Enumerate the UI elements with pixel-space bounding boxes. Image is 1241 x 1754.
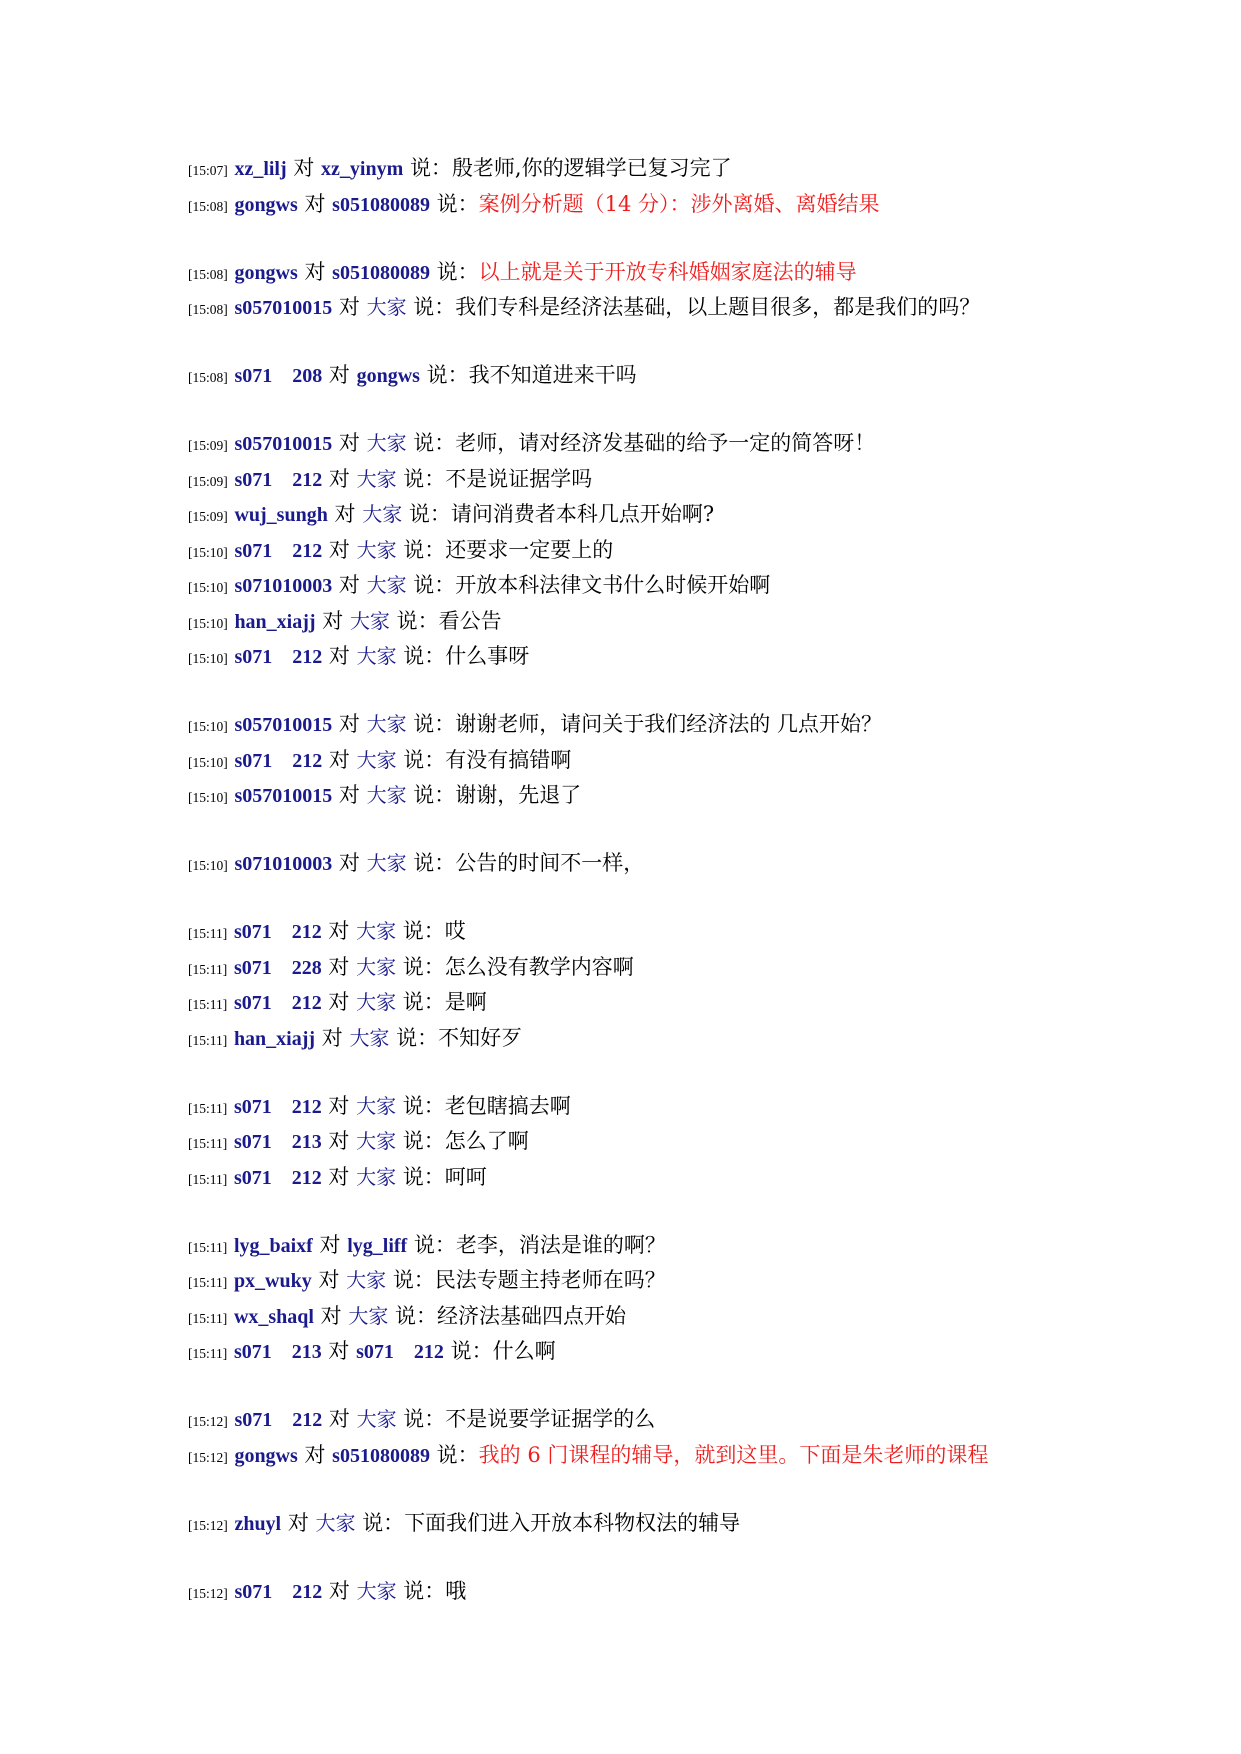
message-text: 是啊 (444, 990, 487, 1014)
says-keyword: 说： (396, 1025, 439, 1050)
says-keyword: 说： (403, 1578, 446, 1603)
says-keyword: 说： (413, 431, 456, 455)
chat-message (188, 640, 1068, 676)
chat-message (188, 605, 1068, 641)
message-timestamp: [15:11] (188, 1346, 228, 1361)
message-timestamp: [15:11] (188, 1239, 228, 1255)
chat-message (188, 359, 1068, 395)
to-keyword: 对 (328, 954, 350, 979)
to-keyword: 对 (328, 363, 350, 387)
chat-message (188, 188, 1068, 224)
to-keyword: 对 (328, 747, 350, 772)
message-timestamp: [15:10] (188, 615, 228, 631)
message-text: 谢谢，先退了 (455, 783, 582, 807)
says-keyword: 说： (426, 363, 469, 387)
recipient-name[interactable]: 大家 (356, 1409, 397, 1431)
recipient-name[interactable]: 大家 (362, 504, 403, 526)
blank-line (188, 1371, 1068, 1404)
to-keyword: 对 (287, 1510, 309, 1535)
chat-message (188, 152, 1068, 188)
sender-name[interactable]: s071 212 (233, 1095, 322, 1118)
says-keyword: 说： (402, 1164, 445, 1189)
chat-message (188, 1335, 1068, 1371)
chat-message (188, 1403, 1068, 1439)
recipient-name[interactable]: xz_yinym (321, 158, 404, 180)
says-keyword: 说： (403, 644, 446, 668)
message-timestamp: [15:10] (188, 651, 228, 666)
message-text: 案例分析题（14 分）：涉外离婚、离婚结果 (478, 191, 880, 216)
recipient-name[interactable]: 大家 (356, 1095, 397, 1118)
recipient-name[interactable]: 大家 (366, 433, 407, 455)
message-text: 开放本科法律文书什么时候开始啊 (455, 573, 771, 597)
recipient-name[interactable]: 大家 (356, 468, 397, 491)
to-keyword: 对 (304, 1442, 326, 1467)
message-text: 不知好歹 (438, 1025, 523, 1050)
chat-message (188, 569, 1068, 605)
to-keyword: 对 (328, 1129, 350, 1153)
message-text: 怎么没有教学内容啊 (444, 954, 634, 979)
chat-message (188, 779, 1068, 815)
blank-line (188, 815, 1068, 848)
says-keyword: 说： (450, 1339, 493, 1363)
chat-message (188, 1439, 1068, 1475)
blank-line (188, 395, 1068, 428)
chat-message (188, 1575, 1068, 1611)
sender-name[interactable]: s071 213 (233, 1341, 322, 1363)
message-timestamp: [15:11] (188, 997, 228, 1012)
recipient-name[interactable]: 大家 (356, 1580, 397, 1603)
recipient-name[interactable]: s051080089 (332, 193, 430, 216)
message-text: 民法专题主持老师在吗？ (434, 1268, 666, 1292)
recipient-name[interactable]: lyg_liff (347, 1234, 408, 1257)
blank-line (188, 1474, 1068, 1507)
sender-name[interactable]: s057010015 (234, 785, 333, 807)
message-text: 不是说证据学吗 (445, 466, 593, 491)
sender-name[interactable]: gongws (234, 193, 298, 216)
says-keyword: 说： (413, 573, 456, 597)
message-text: 哎 (444, 919, 466, 943)
sender-name[interactable]: lyg_baixf (233, 1234, 313, 1257)
sender-name[interactable]: s071 212 (234, 749, 323, 772)
says-keyword: 说： (402, 1129, 445, 1153)
chat-message (188, 256, 1068, 292)
chat-message (188, 291, 1068, 327)
recipient-name[interactable]: 大家 (356, 921, 397, 943)
chat-message (188, 951, 1068, 987)
chat-message (188, 1125, 1068, 1161)
message-text: 请问消费者本科几点开始啊? (450, 502, 715, 526)
to-keyword: 对 (304, 191, 326, 216)
to-keyword: 对 (328, 1093, 350, 1118)
says-keyword: 说： (413, 295, 456, 319)
message-text: 公告的时间不一样， (455, 851, 645, 875)
chat-message (188, 744, 1068, 780)
sender-name[interactable]: s071 212 (234, 539, 323, 562)
message-timestamp: [15:11] (188, 961, 228, 977)
chat-message (188, 534, 1068, 570)
to-keyword: 对 (320, 1303, 342, 1328)
says-keyword: 说： (403, 466, 446, 491)
to-keyword: 对 (328, 644, 350, 668)
sender-name[interactable]: s071 212 (233, 1166, 322, 1189)
recipient-name[interactable]: 大家 (348, 1305, 389, 1328)
chat-message (188, 1022, 1068, 1058)
sender-name[interactable]: s071 212 (234, 646, 323, 668)
says-keyword: 说： (403, 747, 446, 772)
says-keyword: 说： (396, 608, 439, 633)
message-timestamp: [15:08] (188, 198, 228, 214)
blank-line (188, 883, 1068, 916)
says-keyword: 说： (436, 1442, 479, 1467)
says-keyword: 说： (408, 502, 451, 526)
chat-message (188, 1090, 1068, 1126)
says-keyword: 说： (395, 1303, 438, 1328)
recipient-name[interactable]: s051080089 (332, 1444, 430, 1467)
to-keyword: 对 (338, 851, 360, 875)
message-text: 什么事呀 (445, 644, 530, 668)
message-timestamp: [15:10] (188, 580, 228, 595)
message-timestamp: [15:07] (188, 163, 228, 178)
sender-name[interactable]: s071 228 (233, 956, 322, 979)
message-timestamp: [15:09] (188, 509, 228, 524)
message-text: 以上就是关于开放专科婚姻家庭法的辅导 (478, 259, 857, 284)
sender-name[interactable]: s071 212 (234, 1409, 323, 1431)
message-timestamp: [15:10] (188, 754, 228, 770)
message-timestamp: [15:09] (188, 438, 228, 453)
sender-name[interactable]: gongws (234, 1444, 298, 1467)
message-timestamp: [15:10] (188, 719, 228, 734)
message-timestamp: [15:08] (188, 266, 228, 282)
message-timestamp: [15:12] (188, 1414, 228, 1429)
message-timestamp: [15:12] (188, 1449, 228, 1465)
to-keyword: 对 (338, 573, 360, 597)
to-keyword: 对 (328, 1339, 350, 1363)
message-text: 哦 (445, 1578, 467, 1603)
to-keyword: 对 (328, 1578, 350, 1603)
recipient-name[interactable]: 大家 (366, 853, 407, 875)
chat-message (188, 847, 1068, 883)
says-keyword: 说： (413, 851, 456, 875)
blank-line (188, 676, 1068, 709)
message-text: 看公告 (438, 608, 502, 633)
sender-name[interactable]: s071 212 (234, 1580, 323, 1603)
message-text: 什么啊 (492, 1339, 556, 1363)
chat-message (188, 498, 1068, 534)
sender-name[interactable]: s057010015 (234, 433, 333, 455)
message-timestamp: [15:12] (188, 1585, 228, 1601)
sender-name[interactable]: zhuyl (234, 1512, 282, 1535)
message-text: 呵呵 (444, 1164, 487, 1189)
to-keyword: 对 (338, 783, 360, 807)
message-text: 殷老师,你的逻辑学已复习完了 (451, 156, 732, 180)
recipient-name[interactable]: 大家 (356, 1131, 397, 1153)
message-text: 有没有搞错啊 (445, 747, 572, 772)
says-keyword: 说： (402, 954, 445, 979)
recipient-name[interactable]: 大家 (356, 992, 397, 1014)
chat-message (188, 463, 1068, 499)
to-keyword: 对 (319, 1232, 341, 1257)
recipient-name[interactable]: s051080089 (332, 261, 430, 284)
to-keyword: 对 (328, 1407, 350, 1431)
recipient-name[interactable]: 大家 (346, 1270, 387, 1292)
message-timestamp: [15:09] (188, 473, 228, 489)
to-keyword: 对 (338, 712, 360, 736)
message-text: 我们专科是经济法基础，以上题目很多，都是我们的吗？ (455, 295, 981, 319)
sender-name[interactable]: wuj_sungh (234, 504, 328, 526)
to-keyword: 对 (338, 431, 360, 455)
says-keyword: 说： (402, 919, 445, 943)
to-keyword: 对 (328, 537, 350, 562)
sender-name[interactable]: han_xiajj (234, 610, 316, 633)
recipient-name[interactable]: 大家 (356, 749, 397, 772)
message-timestamp: [15:10] (188, 544, 228, 560)
message-text: 我不知道进来干吗 (468, 363, 637, 387)
recipient-name[interactable]: 大家 (356, 1166, 397, 1189)
to-keyword: 对 (328, 466, 350, 491)
to-keyword: 对 (334, 502, 356, 526)
sender-name[interactable]: s071010003 (234, 575, 333, 597)
blank-line (188, 1057, 1068, 1090)
recipient-name[interactable]: gongws (356, 365, 420, 387)
chat-message (188, 986, 1068, 1022)
sender-name[interactable]: s057010015 (234, 714, 333, 736)
message-text: 怎么了啊 (444, 1129, 529, 1153)
message-timestamp: [15:08] (188, 370, 228, 385)
says-keyword: 说： (409, 156, 452, 180)
recipient-name[interactable]: 大家 (349, 610, 390, 633)
says-keyword: 说： (413, 783, 456, 807)
chat-message (188, 1161, 1068, 1197)
blank-line (188, 1542, 1068, 1575)
sender-name[interactable]: s071 208 (234, 365, 323, 387)
to-keyword: 对 (328, 990, 350, 1014)
message-text: 经济法基础四点开始 (437, 1303, 627, 1328)
message-text: 老包瞎搞去啊 (444, 1093, 571, 1118)
to-keyword: 对 (304, 259, 326, 284)
message-text: 下面我们进入开放本科物权法的辅导 (404, 1510, 741, 1535)
chat-message (188, 1300, 1068, 1336)
to-keyword: 对 (328, 1164, 350, 1189)
to-keyword: 对 (293, 156, 315, 180)
sender-name[interactable]: s071 213 (233, 1131, 322, 1153)
says-keyword: 说： (362, 1510, 405, 1535)
message-timestamp: [15:08] (188, 302, 228, 317)
says-keyword: 说： (413, 1232, 456, 1257)
to-keyword: 对 (322, 608, 344, 633)
sender-name[interactable]: s071 212 (233, 921, 322, 943)
recipient-name[interactable]: s071 212 (356, 1341, 444, 1363)
message-text: 谢谢老师，请问关于我们经济法的 几点开始？ (455, 712, 882, 736)
chat-message (188, 915, 1068, 951)
recipient-name[interactable]: 大家 (366, 785, 407, 807)
says-keyword: 说： (402, 1093, 445, 1118)
sender-name[interactable]: gongws (234, 261, 298, 284)
message-text: 不是说要学证据学的么 (445, 1407, 656, 1431)
blank-line (188, 327, 1068, 360)
recipient-name[interactable]: 大家 (366, 575, 407, 597)
chat-message (188, 1229, 1068, 1265)
says-keyword: 说： (436, 191, 479, 216)
says-keyword: 说： (403, 537, 446, 562)
says-keyword: 说： (403, 1407, 446, 1431)
blank-line (188, 1196, 1068, 1229)
to-keyword: 对 (338, 295, 360, 319)
says-keyword: 说： (392, 1268, 435, 1292)
message-timestamp: [15:11] (188, 1136, 228, 1151)
sender-name[interactable]: han_xiajj (233, 1027, 316, 1050)
recipient-name[interactable]: 大家 (366, 714, 407, 736)
message-timestamp: [15:11] (188, 1032, 228, 1048)
to-keyword: 对 (318, 1268, 340, 1292)
message-timestamp: [15:11] (188, 1171, 228, 1187)
chat-message (188, 1507, 1068, 1543)
sender-name[interactable]: s071010003 (234, 853, 333, 875)
sender-name[interactable]: px_wuky (233, 1270, 312, 1292)
message-timestamp: [15:11] (188, 1100, 228, 1116)
message-timestamp: [15:11] (188, 926, 228, 941)
chat-message (188, 708, 1068, 744)
recipient-name[interactable]: 大家 (366, 297, 407, 319)
recipient-name[interactable]: 大家 (356, 956, 397, 979)
says-keyword: 说： (402, 990, 445, 1014)
sender-name[interactable]: wx_shaql (233, 1305, 314, 1328)
recipient-name[interactable]: 大家 (356, 539, 397, 562)
message-timestamp: [15:12] (188, 1517, 228, 1533)
says-keyword: 说： (436, 259, 479, 284)
says-keyword: 说： (413, 712, 456, 736)
message-text: 老师，请对经济发基础的给予一定的简答呀！ (455, 431, 876, 455)
message-timestamp: [15:11] (188, 1275, 228, 1290)
message-text: 还要求一定要上的 (445, 537, 614, 562)
to-keyword: 对 (328, 919, 350, 943)
chat-message (188, 427, 1068, 463)
message-text: 老李，消法是谁的啊？ (455, 1232, 666, 1257)
to-keyword: 对 (321, 1025, 343, 1050)
recipient-name[interactable]: 大家 (356, 646, 397, 668)
message-timestamp: [15:10] (188, 790, 228, 805)
blank-line (188, 223, 1068, 256)
sender-name[interactable]: xz_lilj (234, 158, 287, 180)
chat-message (188, 1264, 1068, 1300)
message-text: 我的 6 门课程的辅导，就到这里。下面是朱老师的课程 (478, 1442, 989, 1467)
recipient-name[interactable]: 大家 (349, 1027, 390, 1050)
sender-name[interactable]: s057010015 (234, 297, 333, 319)
chat-log (188, 152, 1068, 1610)
sender-name[interactable]: s071 212 (234, 468, 323, 491)
sender-name[interactable]: s071 212 (233, 992, 322, 1014)
message-timestamp: [15:11] (188, 1310, 228, 1326)
message-timestamp: [15:10] (188, 858, 228, 873)
recipient-name[interactable]: 大家 (315, 1512, 356, 1535)
